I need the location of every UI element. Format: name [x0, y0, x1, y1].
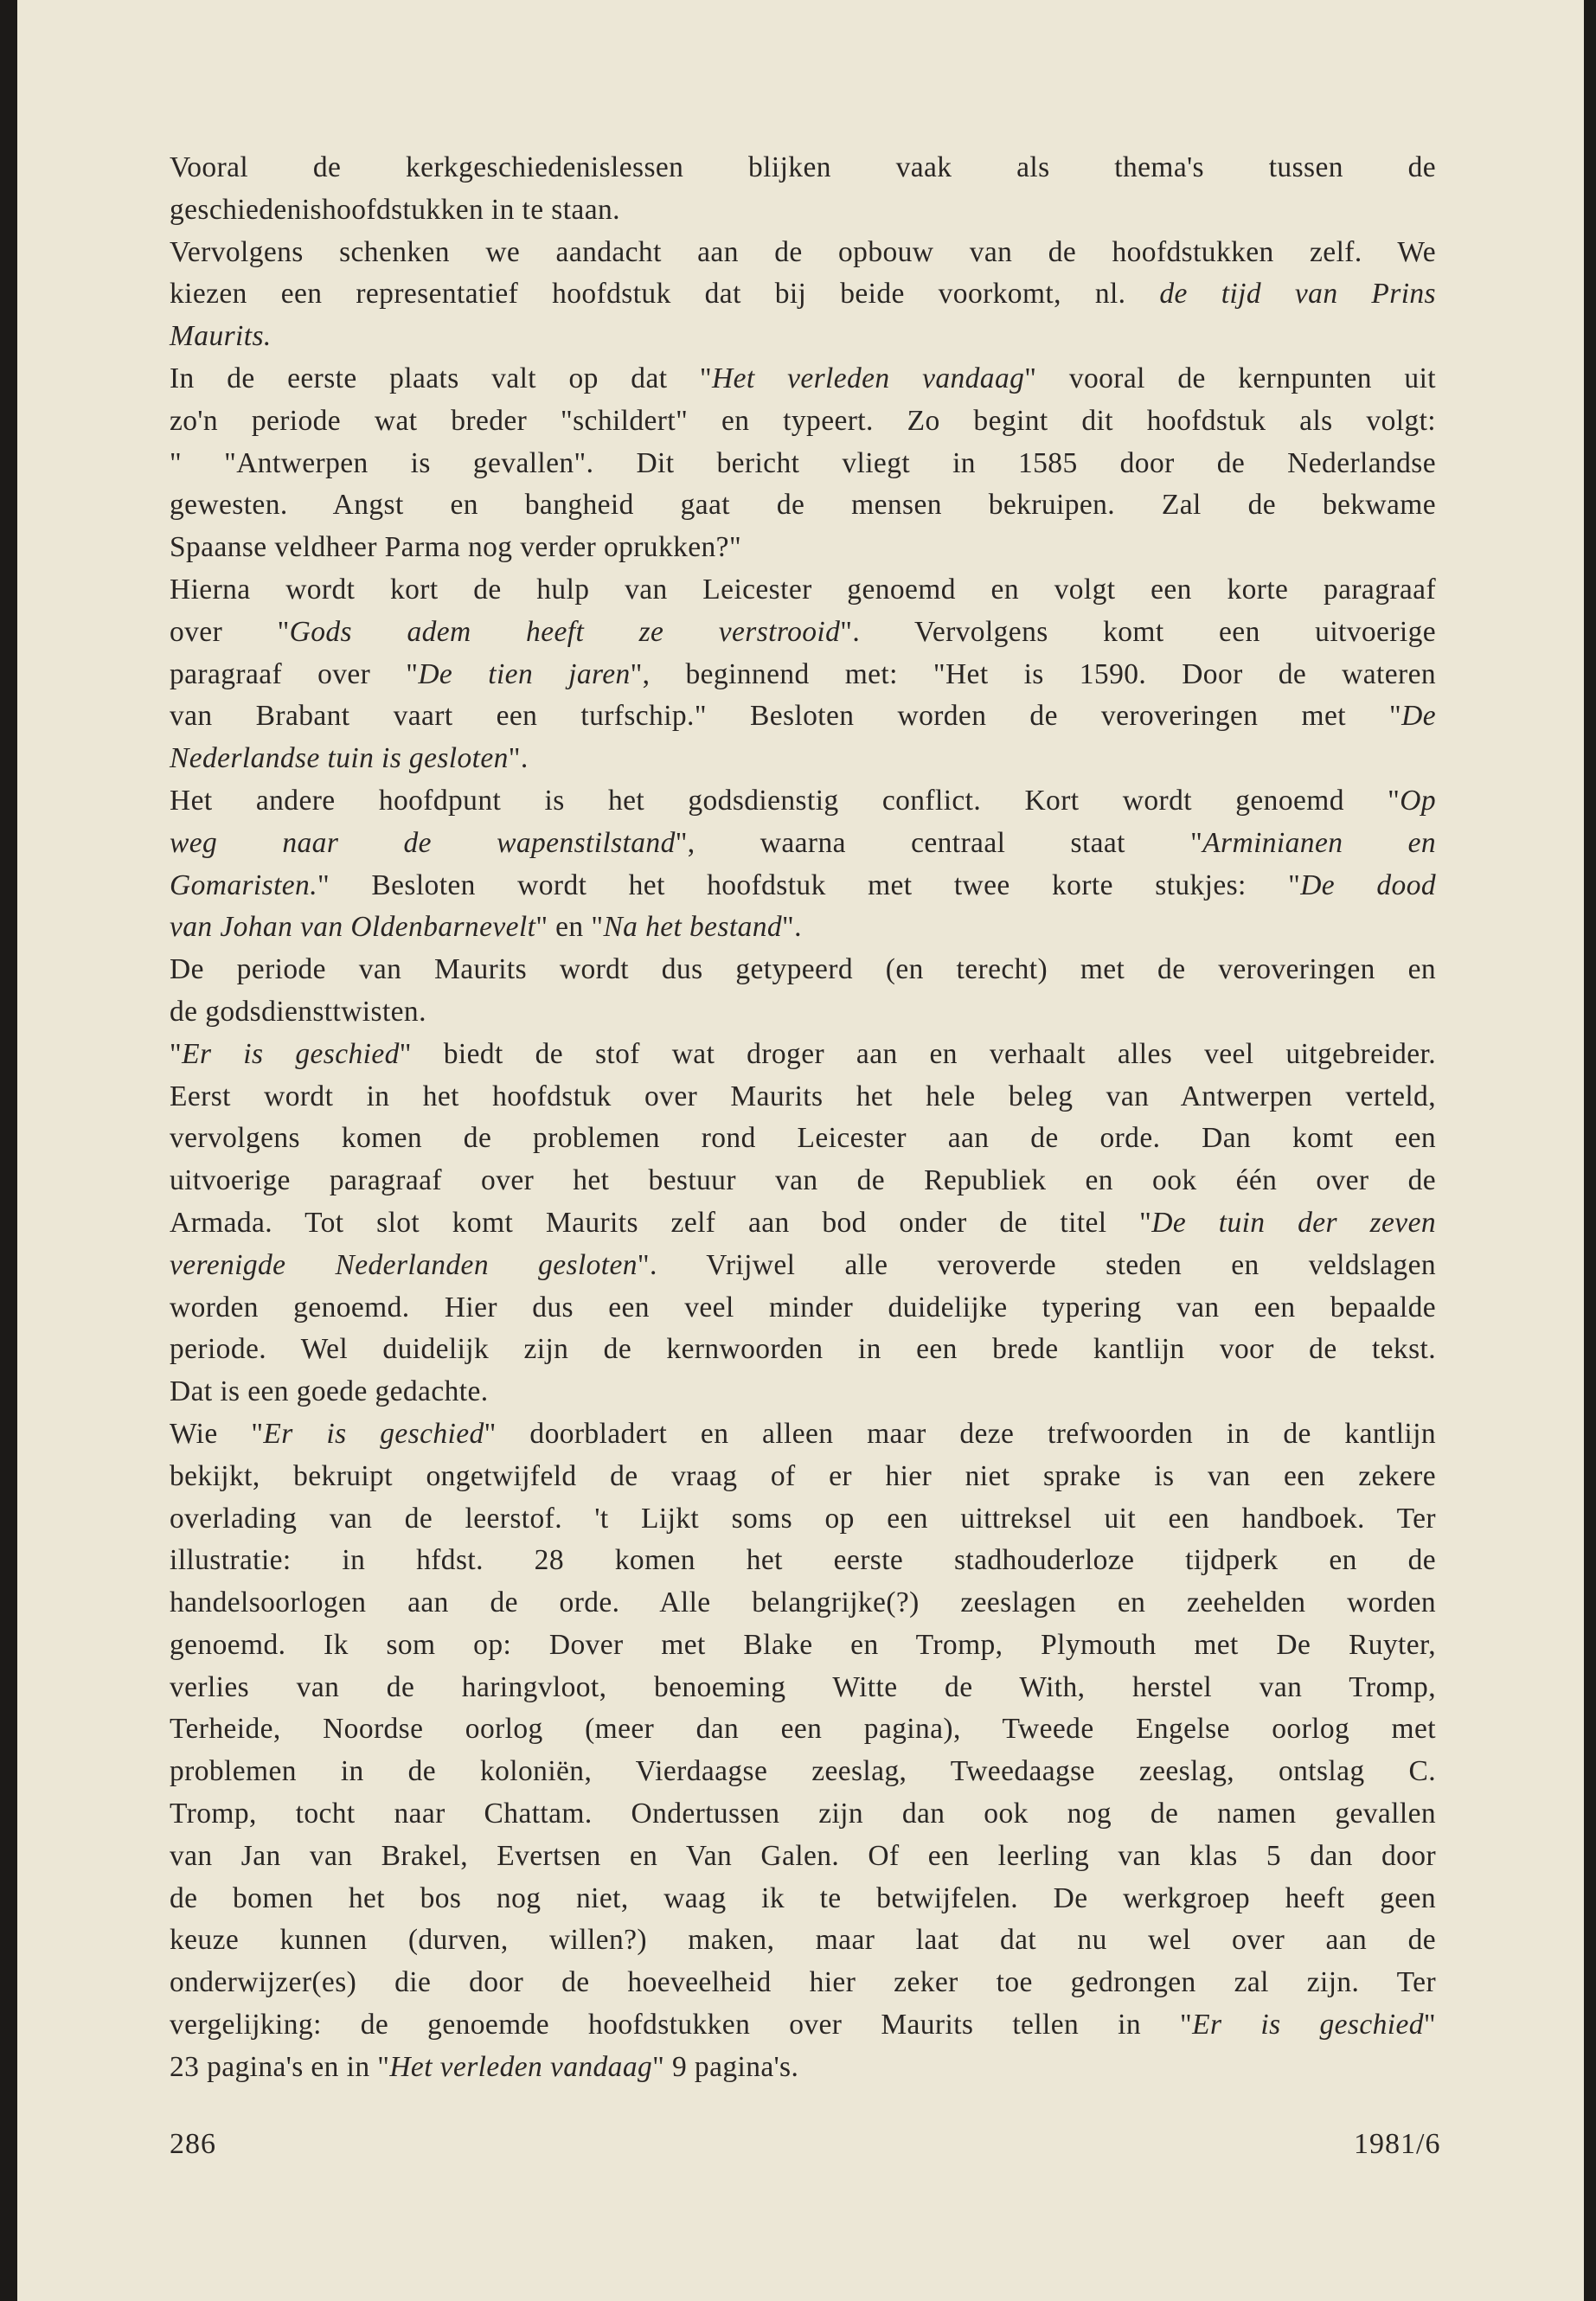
text-line: paragraaf over "De tien jaren", beginnend met: "Het is 1590. Door de wateren	[170, 657, 1436, 690]
text-line: Het andere hoofdpunt is het godsdienstig conflict. Kort wordt genoemd "Op	[170, 784, 1436, 817]
text-line: "Er is geschied" biedt de stof wat droger aan en verhaalt alles veel uitgebreider.	[170, 1037, 1436, 1070]
text-line: verenigde Nederlanden gesloten". Vrijwel alle veroverde steden en veldslagen	[170, 1248, 1436, 1281]
text-line: gewesten. Angst en bangheid gaat de mensen bekruipen. Zal de bekwame	[170, 489, 1436, 522]
text-line: Hierna wordt kort de hulp van Leicester genoemd en volgt een korte paragraaf	[170, 573, 1436, 606]
text-line: genoemd. Ik som op: Dover met Blake en Tromp, Plymouth met De Ruyter,	[170, 1628, 1436, 1661]
text-line: illustratie: in hfdst. 28 komen het eerste stadhouderloze tijdperk en de	[170, 1544, 1436, 1577]
text-line: worden genoemd. Hier dus een veel minder duidelijke typering van een bepaalde	[170, 1291, 1436, 1324]
text-line: verlies van de haringvloot, benoeming Witte de With, herstel van Tromp,	[170, 1670, 1436, 1703]
text-line: Nederlandse tuin is gesloten".	[170, 742, 529, 775]
scan-border-right	[1584, 0, 1596, 2301]
scan-border-left	[0, 0, 17, 2301]
text-line: Spaanse veldheer Parma nog verder oprukken?"	[170, 531, 742, 564]
text-line: Vervolgens schenken we aandacht aan de opbouw van de hoofdstukken zelf. We	[170, 235, 1436, 268]
text-line: kiezen een representatief hoofdstuk dat bij beide voorkomt, nl. de tijd van Prins	[170, 278, 1436, 311]
text-line: zo'n periode wat breder "schildert" en typeert. Zo begint dit hoofdstuk als volgt:	[170, 404, 1436, 437]
text-line: van Jan van Brakel, Evertsen en Van Galen. Of een leerling van klas 5 dan door	[170, 1839, 1436, 1872]
text-line: vergelijking: de genoemde hoofdstukken over Maurits tellen in "Er is geschied"	[170, 2009, 1436, 2041]
text-line: Maurits.	[170, 320, 272, 353]
text-line: Eerst wordt in het hoofdstuk over Maurits het hele beleg van Antwerpen verteld,	[170, 1080, 1436, 1112]
text-line: de godsdiensttwisten.	[170, 995, 426, 1028]
text-line: de bomen het bos nog niet, waag ik te betwijfelen. De werkgroep heeft geen	[170, 1881, 1436, 1914]
text-line: Tromp, tocht naar Chattam. Ondertussen zijn dan ook nog de namen gevallen	[170, 1798, 1436, 1830]
text-line: Dat is een goede gedachte.	[170, 1375, 489, 1408]
text-line: uitvoerige paragraaf over het bestuur van de Republiek en ook één over de	[170, 1164, 1436, 1197]
text-line: 23 pagina's en in "Het verleden vandaag" 9 pagina's.	[170, 2050, 799, 2083]
text-line: bekijkt, bekruipt ongetwijfeld de vraag of er hier niet sprake is van een zekere	[170, 1459, 1436, 1492]
text-line: De periode van Maurits wordt dus getypeerd (en terecht) met de veroveringen en	[170, 953, 1436, 986]
text-line: onderwijzer(es) die door de hoeveelheid hier zeker toe gedrongen zal zijn. Ter	[170, 1966, 1436, 1999]
text-line: vervolgens komen de problemen rond Leicester aan de orde. Dan komt een	[170, 1122, 1436, 1155]
text-line: weg naar de wapenstilstand", waarna centraal staat "Arminianen en	[170, 826, 1436, 859]
text-line: handelsoorlogen aan de orde. Alle belangrijke(?) zeeslagen en zeehelden worden	[170, 1586, 1436, 1619]
text-line: problemen in de koloniën, Vierdaagse zeeslag, Tweedaagse zeeslag, ontslag C.	[170, 1755, 1436, 1788]
text-line: van Johan van Oldenbarnevelt" en "Na het bestand".	[170, 911, 802, 944]
text-line: over "Gods adem heeft ze verstrooid". Vervolgens komt een uitvoerige	[170, 615, 1436, 648]
text-line: periode. Wel duidelijk zijn de kernwoorden in een brede kantlijn voor de tekst.	[170, 1333, 1436, 1366]
text-line: overlading van de leerstof. 't Lijkt soms op een uittreksel uit een handboek. Ter	[170, 1502, 1436, 1535]
page-number: 286	[170, 2128, 216, 2160]
text-line: Armada. Tot slot komt Maurits zelf aan bod onder de titel "De tuin der zeven	[170, 1206, 1436, 1239]
text-line: van Brabant vaart een turfschip." Besloten worden de veroveringen met "De	[170, 700, 1436, 733]
text-line: geschiedenishoofdstukken in te staan.	[170, 193, 620, 226]
text-line: " "Antwerpen is gevallen". Dit bericht vliegt in 1585 door de Nederlandse	[170, 446, 1436, 479]
text-line: Terheide, Noordse oorlog (meer dan een pagina), Tweede Engelse oorlog met	[170, 1713, 1436, 1746]
text-line: Wie "Er is geschied" doorbladert en alleen maar deze trefwoorden in de kantlijn	[170, 1417, 1436, 1450]
article-body	[170, 147, 1436, 2089]
text-line: Vooral de kerkgeschiedenislessen blijken vaak als thema's tussen de	[170, 151, 1436, 183]
text-line: In de eerste plaats valt op dat "Het verleden vandaag" vooral de kernpunten uit	[170, 362, 1437, 394]
issue-number: 1981/6	[1354, 2128, 1441, 2160]
text-line: Gomaristen." Besloten wordt het hoofdstuk met twee korte stukjes: "De dood	[170, 868, 1436, 901]
text-line: keuze kunnen (durven, willen?) maken, maar laat dat nu wel over aan de	[170, 1924, 1436, 1957]
